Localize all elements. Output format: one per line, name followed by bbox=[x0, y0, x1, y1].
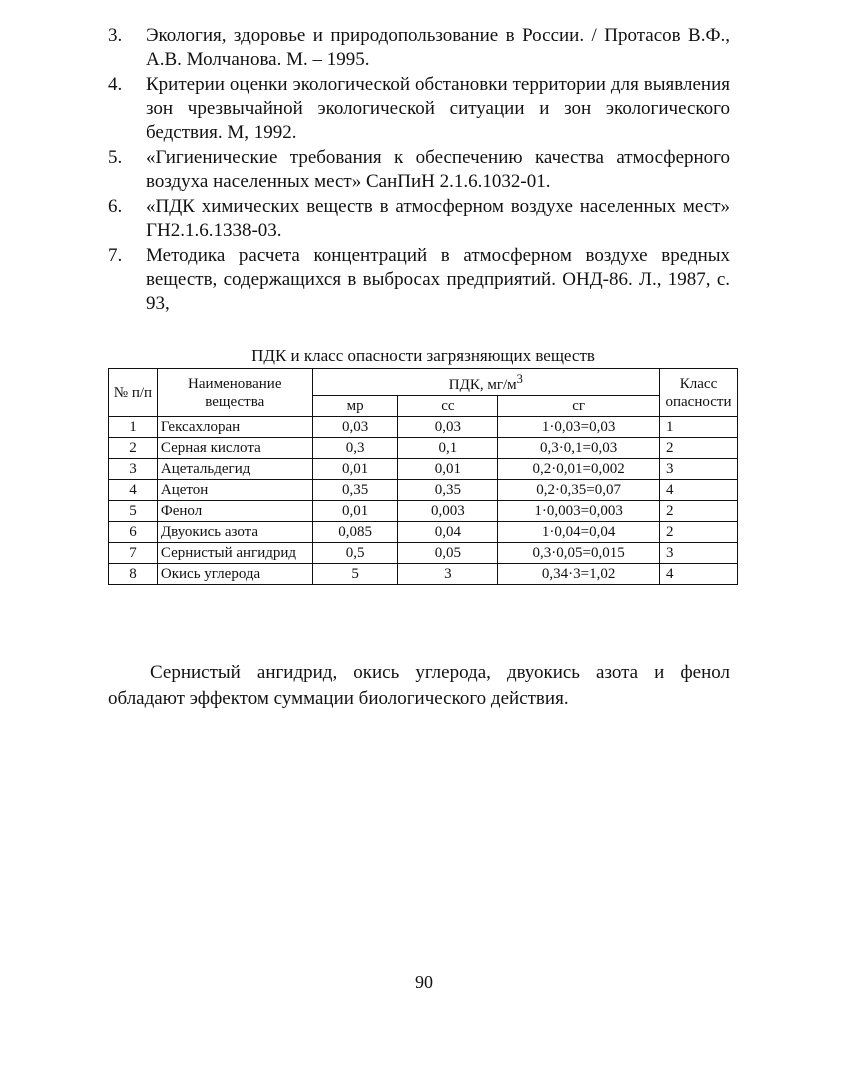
cell-num: 5 bbox=[109, 501, 158, 522]
cell-class: 2 bbox=[660, 438, 738, 459]
reference-text: «ПДК химических веществ в атмосферном воздухе населенных мест» ГН2.1.6.1338-03. bbox=[146, 196, 730, 241]
table-row bbox=[109, 522, 738, 543]
cell-sg: 1·0,04=0,04 bbox=[498, 522, 660, 543]
table-row bbox=[109, 564, 738, 585]
header-class: Класс опасности bbox=[660, 369, 738, 417]
cell-name: Гексахлоран bbox=[157, 417, 312, 438]
cell-mr: 0,03 bbox=[312, 417, 398, 438]
cell-mr: 0,35 bbox=[312, 480, 398, 501]
table-row bbox=[109, 543, 738, 564]
cell-name: Ацетальдегид bbox=[157, 459, 312, 480]
cell-num: 7 bbox=[109, 543, 158, 564]
cell-mr: 0,5 bbox=[312, 543, 398, 564]
cell-sg: 0,2·0,01=0,002 bbox=[498, 459, 660, 480]
cell-num: 8 bbox=[109, 564, 158, 585]
cell-num: 6 bbox=[109, 522, 158, 543]
reference-item bbox=[108, 73, 730, 145]
cell-mr: 5 bbox=[312, 564, 398, 585]
cell-name: Сернистый ангидрид bbox=[157, 543, 312, 564]
cell-ss: 3 bbox=[398, 564, 498, 585]
cell-class: 3 bbox=[660, 459, 738, 480]
cell-mr: 0,01 bbox=[312, 501, 398, 522]
cell-class: 3 bbox=[660, 543, 738, 564]
reference-text: Экология, здоровье и природопользование в России. / Протасов В.Ф., А.В. Молчанова. М. – 1995. bbox=[146, 25, 730, 70]
reference-text: Критерии оценки экологической обстановки территории для выявления зон чрезвычайной экологической ситуации и зон экологического бедствия. М, 1992. bbox=[146, 74, 730, 143]
header-mr: мр bbox=[312, 396, 398, 417]
cell-num: 1 bbox=[109, 417, 158, 438]
cell-ss: 0,35 bbox=[398, 480, 498, 501]
cell-ss: 0,05 bbox=[398, 543, 498, 564]
header-pdk-sup: 3 bbox=[516, 372, 523, 386]
cell-name: Двуокись азота bbox=[157, 522, 312, 543]
cell-name: Серная кислота bbox=[157, 438, 312, 459]
table-row bbox=[109, 501, 738, 522]
cell-class: 4 bbox=[660, 480, 738, 501]
reference-text: «Гигиенические требования к обеспечению качества атмосферного воздуха населенных мест» СанПиН 2.1.6.1032-01. bbox=[146, 147, 730, 192]
table-row bbox=[109, 459, 738, 480]
cell-name: Окись углерода bbox=[157, 564, 312, 585]
cell-num: 4 bbox=[109, 480, 158, 501]
cell-class: 1 bbox=[660, 417, 738, 438]
cell-sg: 1·0,003=0,003 bbox=[498, 501, 660, 522]
header-sg: сг bbox=[498, 396, 660, 417]
cell-sg: 0,34·3=1,02 bbox=[498, 564, 660, 585]
cell-sg: 1·0,03=0,03 bbox=[498, 417, 660, 438]
cell-mr: 0,085 bbox=[312, 522, 398, 543]
header-name: Наименование вещества bbox=[157, 369, 312, 417]
cell-class: 2 bbox=[660, 501, 738, 522]
reference-item bbox=[108, 24, 730, 72]
reference-number: 7. bbox=[108, 245, 123, 266]
reference-item bbox=[108, 195, 730, 243]
table-row bbox=[109, 480, 738, 501]
cell-ss: 0,03 bbox=[398, 417, 498, 438]
summary-paragraph: Сернистый ангидрид, окись углерода, двуокись азота и фенол обладают эффектом суммации биологического действия. bbox=[108, 662, 730, 709]
cell-sg: 0,3·0,05=0,015 bbox=[498, 543, 660, 564]
cell-ss: 0,04 bbox=[398, 522, 498, 543]
cell-ss: 0,01 bbox=[398, 459, 498, 480]
reference-number: 5. bbox=[108, 147, 123, 168]
cell-mr: 0,01 bbox=[312, 459, 398, 480]
header-ss: сс bbox=[398, 396, 498, 417]
cell-name: Фенол bbox=[157, 501, 312, 522]
reference-list bbox=[108, 24, 730, 317]
header-pdk bbox=[312, 369, 659, 396]
page-number: 90 bbox=[415, 972, 433, 992]
table-row bbox=[109, 438, 738, 459]
cell-name: Ацетон bbox=[157, 480, 312, 501]
reference-item bbox=[108, 146, 730, 194]
table-header-row bbox=[109, 369, 738, 396]
cell-num: 2 bbox=[109, 438, 158, 459]
cell-sg: 0,2·0,35=0,07 bbox=[498, 480, 660, 501]
cell-mr: 0,3 bbox=[312, 438, 398, 459]
reference-number: 4. bbox=[108, 74, 123, 95]
cell-ss: 0,003 bbox=[398, 501, 498, 522]
cell-class: 4 bbox=[660, 564, 738, 585]
table-title: ПДК и класс опасности загрязняющих веществ bbox=[251, 346, 595, 365]
reference-number: 6. bbox=[108, 196, 123, 217]
cell-num: 3 bbox=[109, 459, 158, 480]
header-num: № п/п bbox=[109, 369, 158, 417]
reference-text: Методика расчета концентраций в атмосферном воздухе вредных веществ, содержащихся в выбросах предприятий. ОНД-86. Л., 1987, с. 93, bbox=[146, 245, 730, 314]
reference-number: 3. bbox=[108, 25, 123, 46]
pdk-table bbox=[108, 368, 738, 585]
header-pdk-label: ПДК, мг/м bbox=[448, 377, 517, 393]
table-row bbox=[109, 417, 738, 438]
cell-sg: 0,3·0,1=0,03 bbox=[498, 438, 660, 459]
table-body bbox=[109, 417, 738, 585]
cell-ss: 0,1 bbox=[398, 438, 498, 459]
reference-item bbox=[108, 244, 730, 316]
cell-class: 2 bbox=[660, 522, 738, 543]
